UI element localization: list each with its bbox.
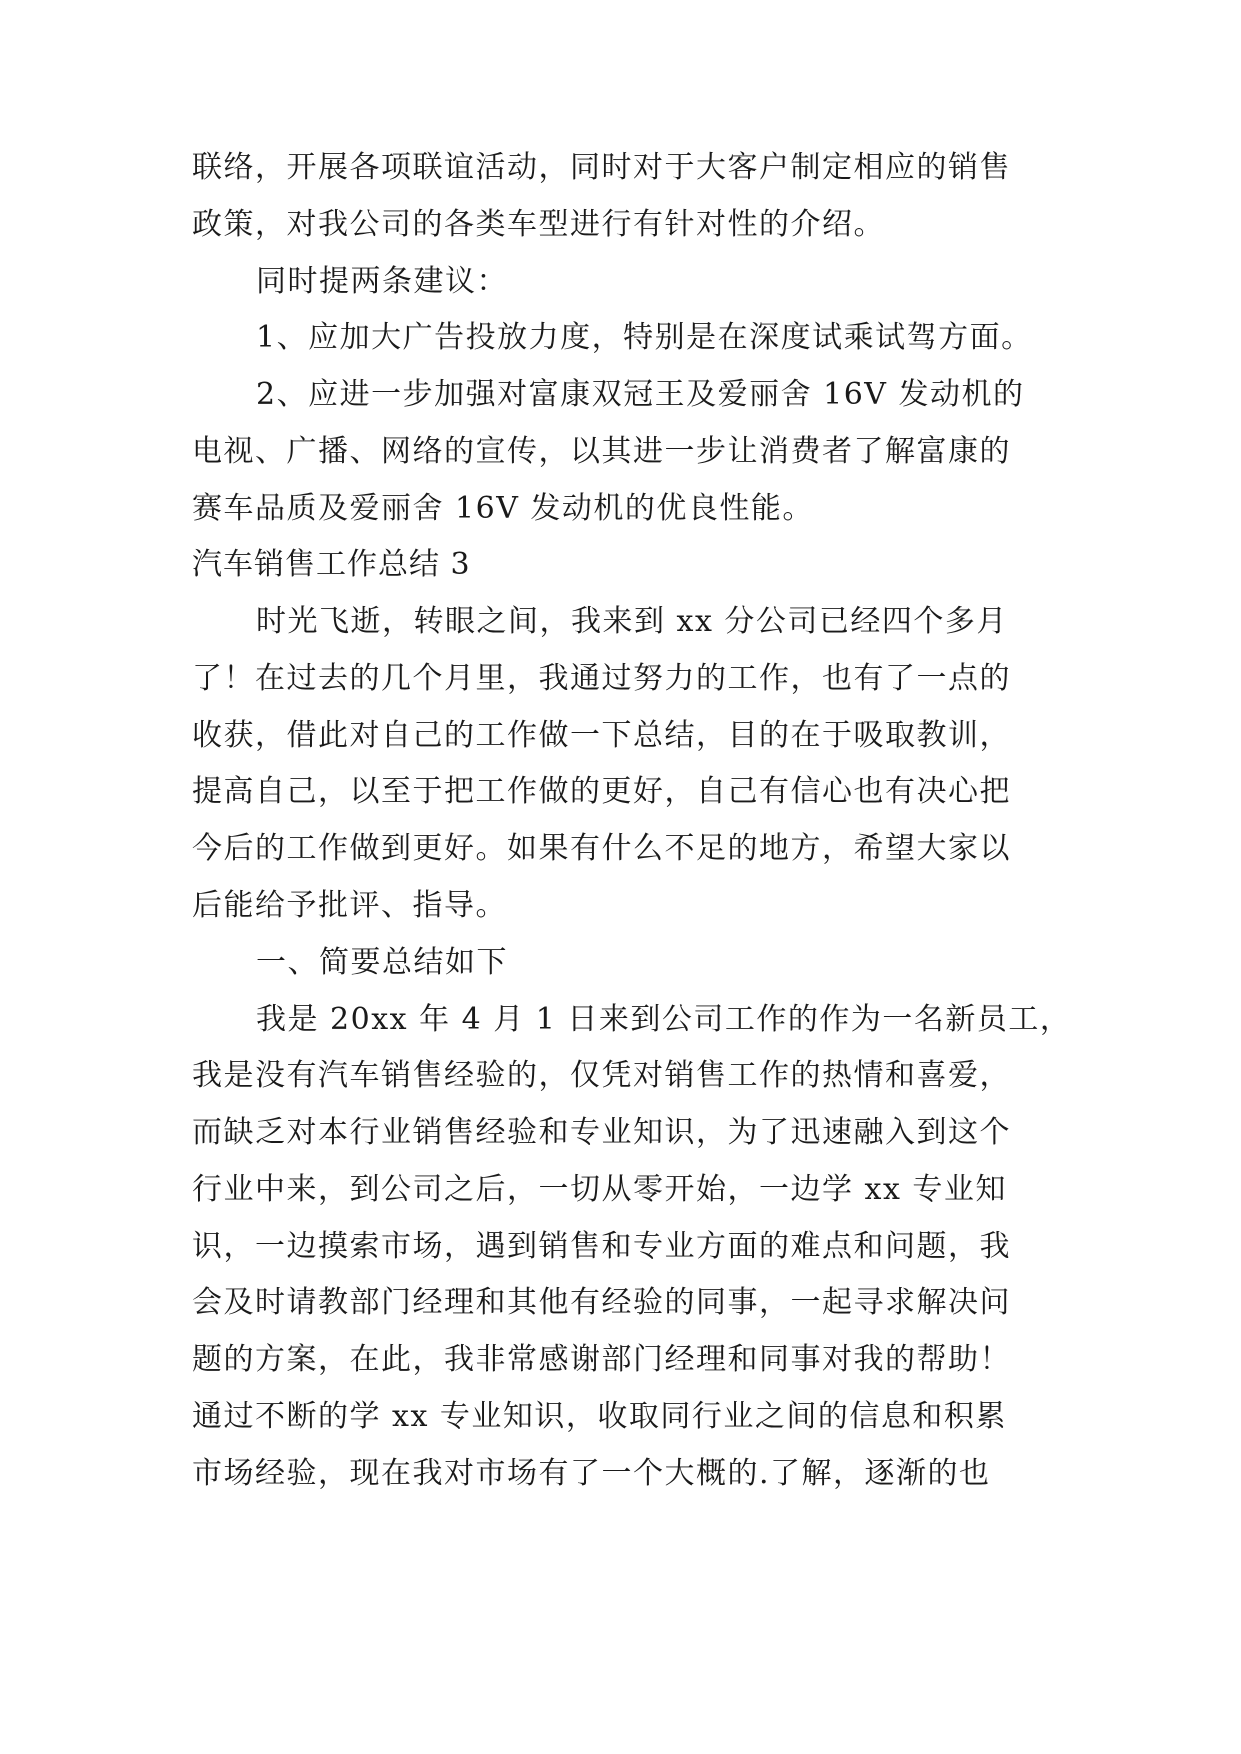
text-line: 电视、广播、网络的宣传，以其进一步让消费者了解富康的	[192, 434, 1011, 469]
text-line: 我是没有汽车销售经验的，仅凭对销售工作的热情和喜爱，	[192, 1058, 1011, 1093]
section-heading: 汽车销售工作总结 3	[192, 547, 471, 582]
text-line: 后能给予批评、指导。	[192, 888, 507, 923]
subheading: 一、简要总结如下	[256, 945, 508, 980]
text-line: 了！在过去的几个月里，我通过努力的工作，也有了一点的	[192, 661, 1011, 696]
text-line: 行业中来，到公司之后，一切从零开始，一边学 xx 专业知	[192, 1172, 1007, 1207]
text-line: 市场经验，现在我对市场有了一个大概的.了解，逐渐的也	[192, 1456, 991, 1491]
text-line: 今后的工作做到更好。如果有什么不足的地方，希望大家以	[192, 831, 1011, 866]
text-line: 提高自己，以至于把工作做的更好，自己有信心也有决心把	[192, 774, 1011, 809]
text-line: 赛车品质及爱丽舍 16V 发动机的优良性能。	[192, 491, 814, 526]
text-line: 联络，开展各项联谊活动，同时对于大客户制定相应的销售	[192, 150, 1011, 185]
text-line: 收获，借此对自己的工作做一下总结，目的在于吸取教训，	[192, 718, 1011, 753]
text-line: 题的方案，在此，我非常感谢部门经理和同事对我的帮助！	[192, 1342, 1011, 1377]
text-line: 时光飞逝，转眼之间，我来到 xx 分公司已经四个多月	[256, 604, 1008, 639]
text-line: 识，一边摸索市场，遇到销售和专业方面的难点和问题，我	[192, 1229, 1011, 1264]
text-line: 通过不断的学 xx 专业知识，收取同行业之间的信息和积累	[192, 1399, 1007, 1434]
text-line: 会及时请教部门经理和其他有经验的同事，一起寻求解决问	[192, 1285, 1011, 1320]
text-line: 同时提两条建议：	[256, 264, 508, 299]
text-line: 政策，对我公司的各类车型进行有针对性的介绍。	[192, 207, 885, 242]
text-line: 1、应加大广告投放力度，特别是在深度试乘试驾方面。	[256, 320, 1033, 355]
text-line: 2、应进一步加强对富康双冠王及爱丽舍 16V 发动机的	[256, 377, 1025, 412]
text-line: 而缺乏对本行业销售经验和专业知识，为了迅速融入到这个	[192, 1115, 1011, 1150]
text-line: 我是 20xx 年 4 月 1 日来到公司工作的作为一名新员工，	[256, 1002, 1072, 1037]
